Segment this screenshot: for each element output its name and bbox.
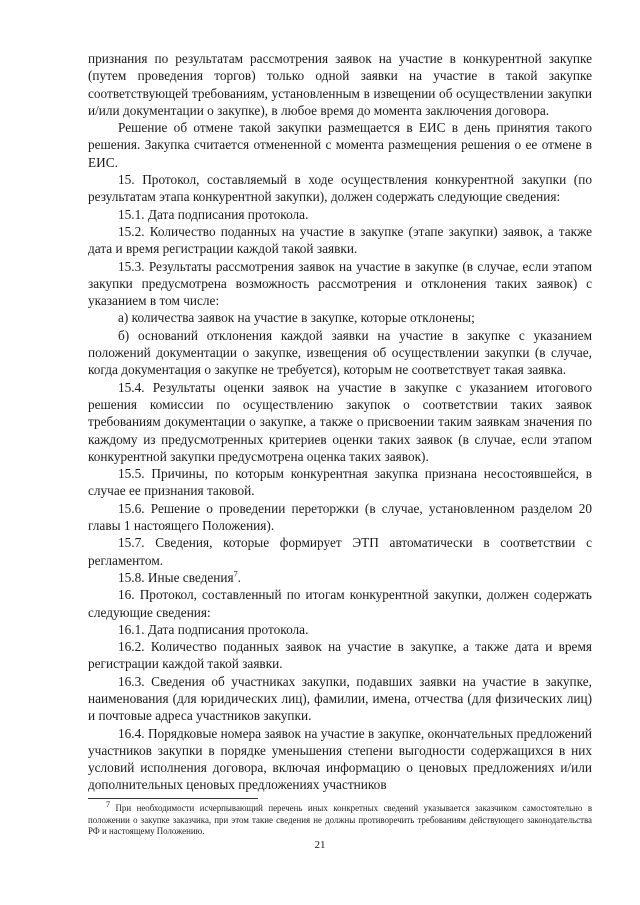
footnote-marker: 7	[106, 800, 110, 810]
paragraph: а) количества заявок на участие в закупке, которые отклонены;	[118, 310, 475, 326]
paragraph: 15.2. Количество поданных на участие в закупке (этапе закупки) заявок, а также дата и время регистрации каждой такой заявки.	[88, 223, 592, 257]
footnote-separator	[88, 798, 258, 799]
paragraph: 15. Протокол, составляемый в ходе осуществления конкурентной закупки (по результатам этапа конкурентной закупки), должен содержать следующие сведения:	[88, 172, 592, 205]
footnote-text: При необходимости исчерпывающий перечень иных конкретных сведений указывается заказчиком самостоятельно в положении о закупке заказчика, при этом такие сведения не должны противоречить требованиям действующего законодательства РФ и настоящему Положению.	[88, 803, 593, 836]
paragraph: 16.4. Порядковые номера заявок на участие в закупке, окончательных предложений участников закупки в порядке уменьшения степени выгодности содержащихся в них условий исполнения договора, включая информацию о ценовых предложениях и/или дополнительных ценовых предложениях участников	[88, 725, 592, 793]
paragraph: признания по результатам рассмотрения заявок на участие в конкурентной закупке (путем проведения торгов) только одной заявки на участие в такой закупке соответствующей требованиям, установленным в извещении об осуществлении закупки и/или документации о закупке), в любое время до момента заключения договора.	[88, 51, 592, 118]
paragraph-tail: .	[237, 569, 241, 585]
paragraph: Решение об отмене такой закупки размещается в ЕИС в день принятия такого решения. Закупка считается отмененной с момента размещения решения о ее отмене в ЕИС.	[88, 120, 592, 170]
paragraph: 15.6. Решение о проведении переторжки (в случае, установленном разделом 20 главы 1 настоящего Положения).	[88, 500, 592, 534]
paragraph: б) оснований отклонения каждой заявки на участие в закупке с указанием положений документации о закупке, извещения об осуществлении закупки (в случае, когда документация о закупке не требуется), которым не соответствует такая заявка.	[88, 327, 592, 378]
paragraph: 15.1. Дата подписания протокола.	[118, 206, 309, 222]
paragraph: 15.3. Результаты рассмотрения заявок на участие в закупке (в случае, если этапом закупки предусмотрена возможность рассмотрения и отклонения таких заявок) с указанием в том числе:	[88, 258, 592, 309]
paragraph: 16.3. Сведения об участниках закупки, подавших заявки на участие в закупке, наименования (для юридических лиц), фамилии, имена, отчества (для физических лиц) и почтовые адреса участников закупки.	[88, 673, 592, 724]
paragraph-text: 15.8. Иные сведения	[118, 569, 234, 585]
paragraph-with-footnote-ref	[88, 569, 592, 586]
paragraph: 15.4. Результаты оценки заявок на участие в закупке с указанием итогового решения комиссии по осуществлению закупок о соответствии таких заявок требованиям документации о закупке, а также о присвоении таким заявкам значения по каждому из предусмотренных критериев оценки таких заявок (в случае, если этапом конкурентной закупки предусмотрена оценка таких заявок).	[88, 379, 592, 464]
page-number: 21	[314, 839, 326, 851]
paragraph: 15.7. Сведения, которые формирует ЭТП автоматически в соответствии с регламентом.	[88, 535, 592, 568]
paragraph: 16.2. Количество поданных заявок на участие в закупке, а также дата и время регистрации каждой такой заявки.	[88, 639, 592, 672]
footnote	[88, 800, 593, 838]
paragraph: 16. Протокол, составленный по итогам конкурентной закупки, должен содержать следующие сведения:	[88, 587, 592, 620]
paragraph: 15.5. Причины, по которым конкурентная закупка признана несостоявшейся, в случае ее признания таковой.	[88, 466, 592, 499]
footnote-reference[interactable]: 7	[233, 569, 238, 579]
document-body	[88, 50, 592, 794]
paragraph: 16.1. Дата подписания протокола.	[118, 621, 309, 637]
